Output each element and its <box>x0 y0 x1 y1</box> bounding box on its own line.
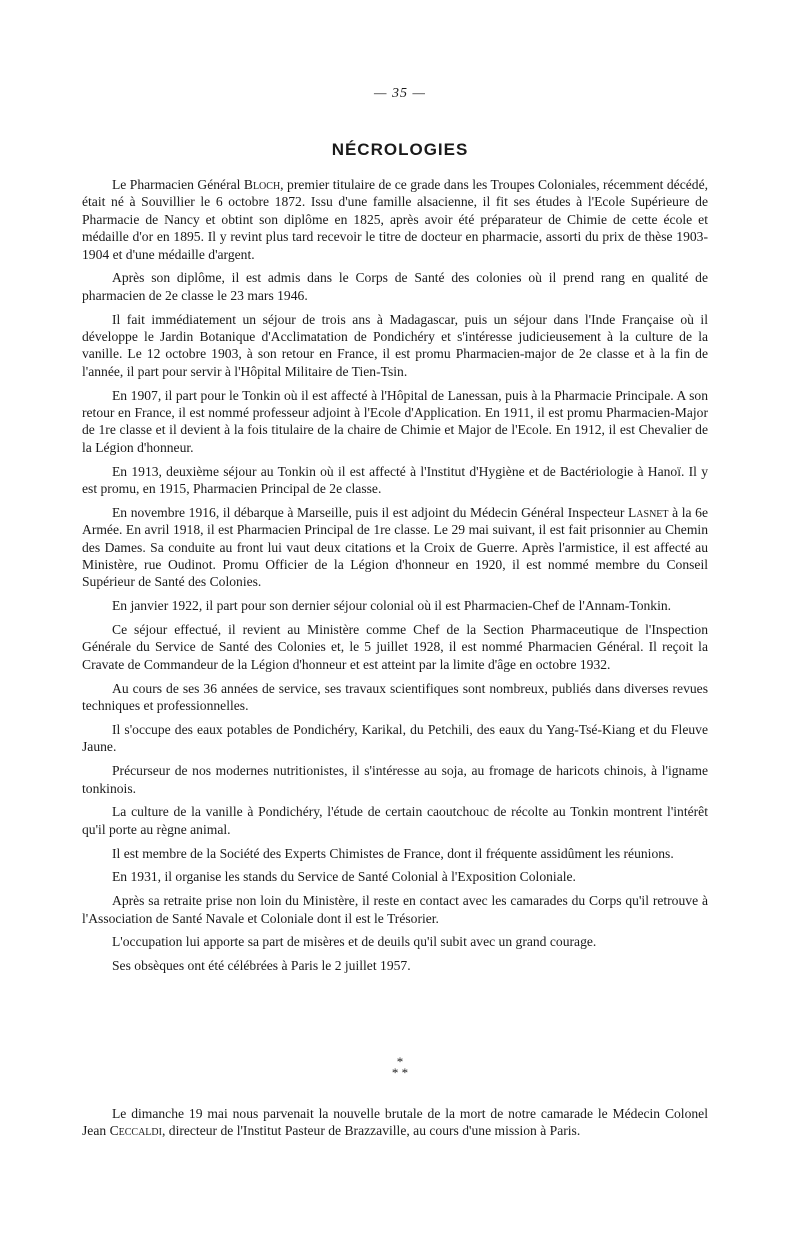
paragraph: Il est membre de la Société des Experts Chimistes de France, dont il fréquente assidûment les réunions. <box>112 845 674 861</box>
section-separator: * * * <box>391 1054 409 1080</box>
next-obituary <box>82 1105 708 1140</box>
paragraph: Il s'occupe des eaux potables de Pondichéry, Karikal, du Petchili, des eaux du Yang-Tsé-Kiang et du Fleuve Jaune. <box>82 721 708 755</box>
paragraph: En 1913, deuxième séjour au Tonkin où il est affecté à l'Institut d'Hygiène et de Bactériologie à Hanoï. Il y est promu, en 1915, Pharmacien Principal de 2e classe. <box>82 463 708 497</box>
page-title: NÉCROLOGIES <box>331 140 469 159</box>
page-number: — 35 — <box>374 86 426 101</box>
person-name: Lasnet <box>628 504 669 520</box>
paragraph: En novembre 1916, il débarque à Marseille, puis il est adjoint du Médecin Général Inspecteur Lasnet à la 6e Armée. En avril 1918, il est Pharmacien Principal de 1re classe. Le 29 mai suivant, il est fait prisonnier au Chemin des Dames. Sa conduite au front lui vaut deux citations et la Croix de Guerre. Après l'armistice, il est affecté au Ministère, rue Oudinot. Promu Officier de la Légion d'honneur en 1920, il est nommé membre du Conseil Supérieur de Santé des Colonies. <box>82 504 708 590</box>
paragraph: Le dimanche 19 mai nous parvenait la nouvelle brutale de la mort de notre camarade le Médecin Colonel Jean Ceccaldi, directeur de l'Institut Pasteur de Brazzaville, au cours d'une mission à Paris. <box>82 1106 708 1139</box>
person-name: Bloch <box>243 177 281 192</box>
obituary-body <box>82 176 708 981</box>
paragraph: En janvier 1922, il part pour son dernier séjour colonial où il est Pharmacien-Chef de l'Annam-Tonkin. <box>112 598 672 614</box>
paragraph: Le Pharmacien Général Bloch, premier titulaire de ce grade dans les Troupes Coloniales, récemment décédé, était né à Souvillier le 6 octobre 1872. Issu d'une famille alsacienne, il fit ses études à l'Ecole Supérieure de Pharmacie de Nancy et obtint son diplôme en 1825, après avoir été préparateur de Chimie de cette école et médaille d'or en 1895. Il y revint plus tard recevoir le titre de docteur en pharmacie, assorti du prix de thèse 1903-1904 et d'une médaille d'argent. <box>82 177 708 262</box>
paragraph: En 1907, il part pour le Tonkin où il est affecté à l'Hôpital de Lanessan, puis à la Pharmacie Principale. A son retour en France, il est nommé professeur adjoint à l'Ecole d'Application. En 1911, il est promu Pharmacien-Major de 1re classe et il devient à la fois titulaire de la chaire de Chimie et Major de l'Ecole. En 1912, il est Chevalier de la Légion d'honneur. <box>82 387 708 455</box>
paragraph: La culture de la vanille à Pondichéry, l'étude de certain caoutchouc de récolte au Tonkin montrent l'intérêt qu'il porte au règne animal. <box>82 804 708 837</box>
paragraph: Il fait immédiatement un séjour de trois ans à Madagascar, puis un séjour dans l'Inde Française où il développe le Jardin Botanique d'Acclimatation de Pondichéry et s'intéresse judicieusement à la culture de la vanille. Le 12 octobre 1903, à son retour en France, il est promu Pharmacien-major de 2e classe et à la fin de l'année, il part pour servir à l'Hôpital Militaire de Tien-Tsin. <box>82 311 708 379</box>
paragraph: Ce séjour effectué, il revient au Ministère comme Chef de la Section Pharmaceutique de l'Inspection Générale du Service de Santé des Colonies et, le 5 juillet 1928, il est nommé Pharmacien Général. Il reçoit la Cravate de Commandeur de la Légion d'honneur et est atteint par la limite d'âge en octobre 1932. <box>82 622 708 672</box>
paragraph: Ses obsèques ont été célébrées à Paris le 2 juillet 1957. <box>112 958 411 974</box>
person-name: Ceccaldi <box>109 1123 162 1139</box>
paragraph: L'occupation lui apporte sa part de misères et de deuils qu'il subit avec un grand courage. <box>112 934 597 950</box>
paragraph: En 1931, il organise les stands du Service de Santé Colonial à l'Exposition Coloniale. <box>112 869 576 885</box>
paragraph: Au cours de ses 36 années de service, ses travaux scientifiques sont nombreux, publiés dans diverses revues techniques et professionnelles. <box>82 680 708 714</box>
paragraph: Précurseur de nos modernes nutritionistes, il s'intéresse au soja, au fromage de haricots chinois, à l'igname tonkinois. <box>82 763 708 796</box>
paragraph: Après sa retraite prise non loin du Ministère, il reste en contact avec les camarades du Corps qu'il retrouve à l'Association de Santé Navale et Coloniale dont il est le Trésorier. <box>82 893 708 926</box>
paragraph: Après son diplôme, il est admis dans le Corps de Santé des colonies où il prend rang en qualité de pharmacien de 2e classe le 23 mars 1946. <box>82 270 708 303</box>
